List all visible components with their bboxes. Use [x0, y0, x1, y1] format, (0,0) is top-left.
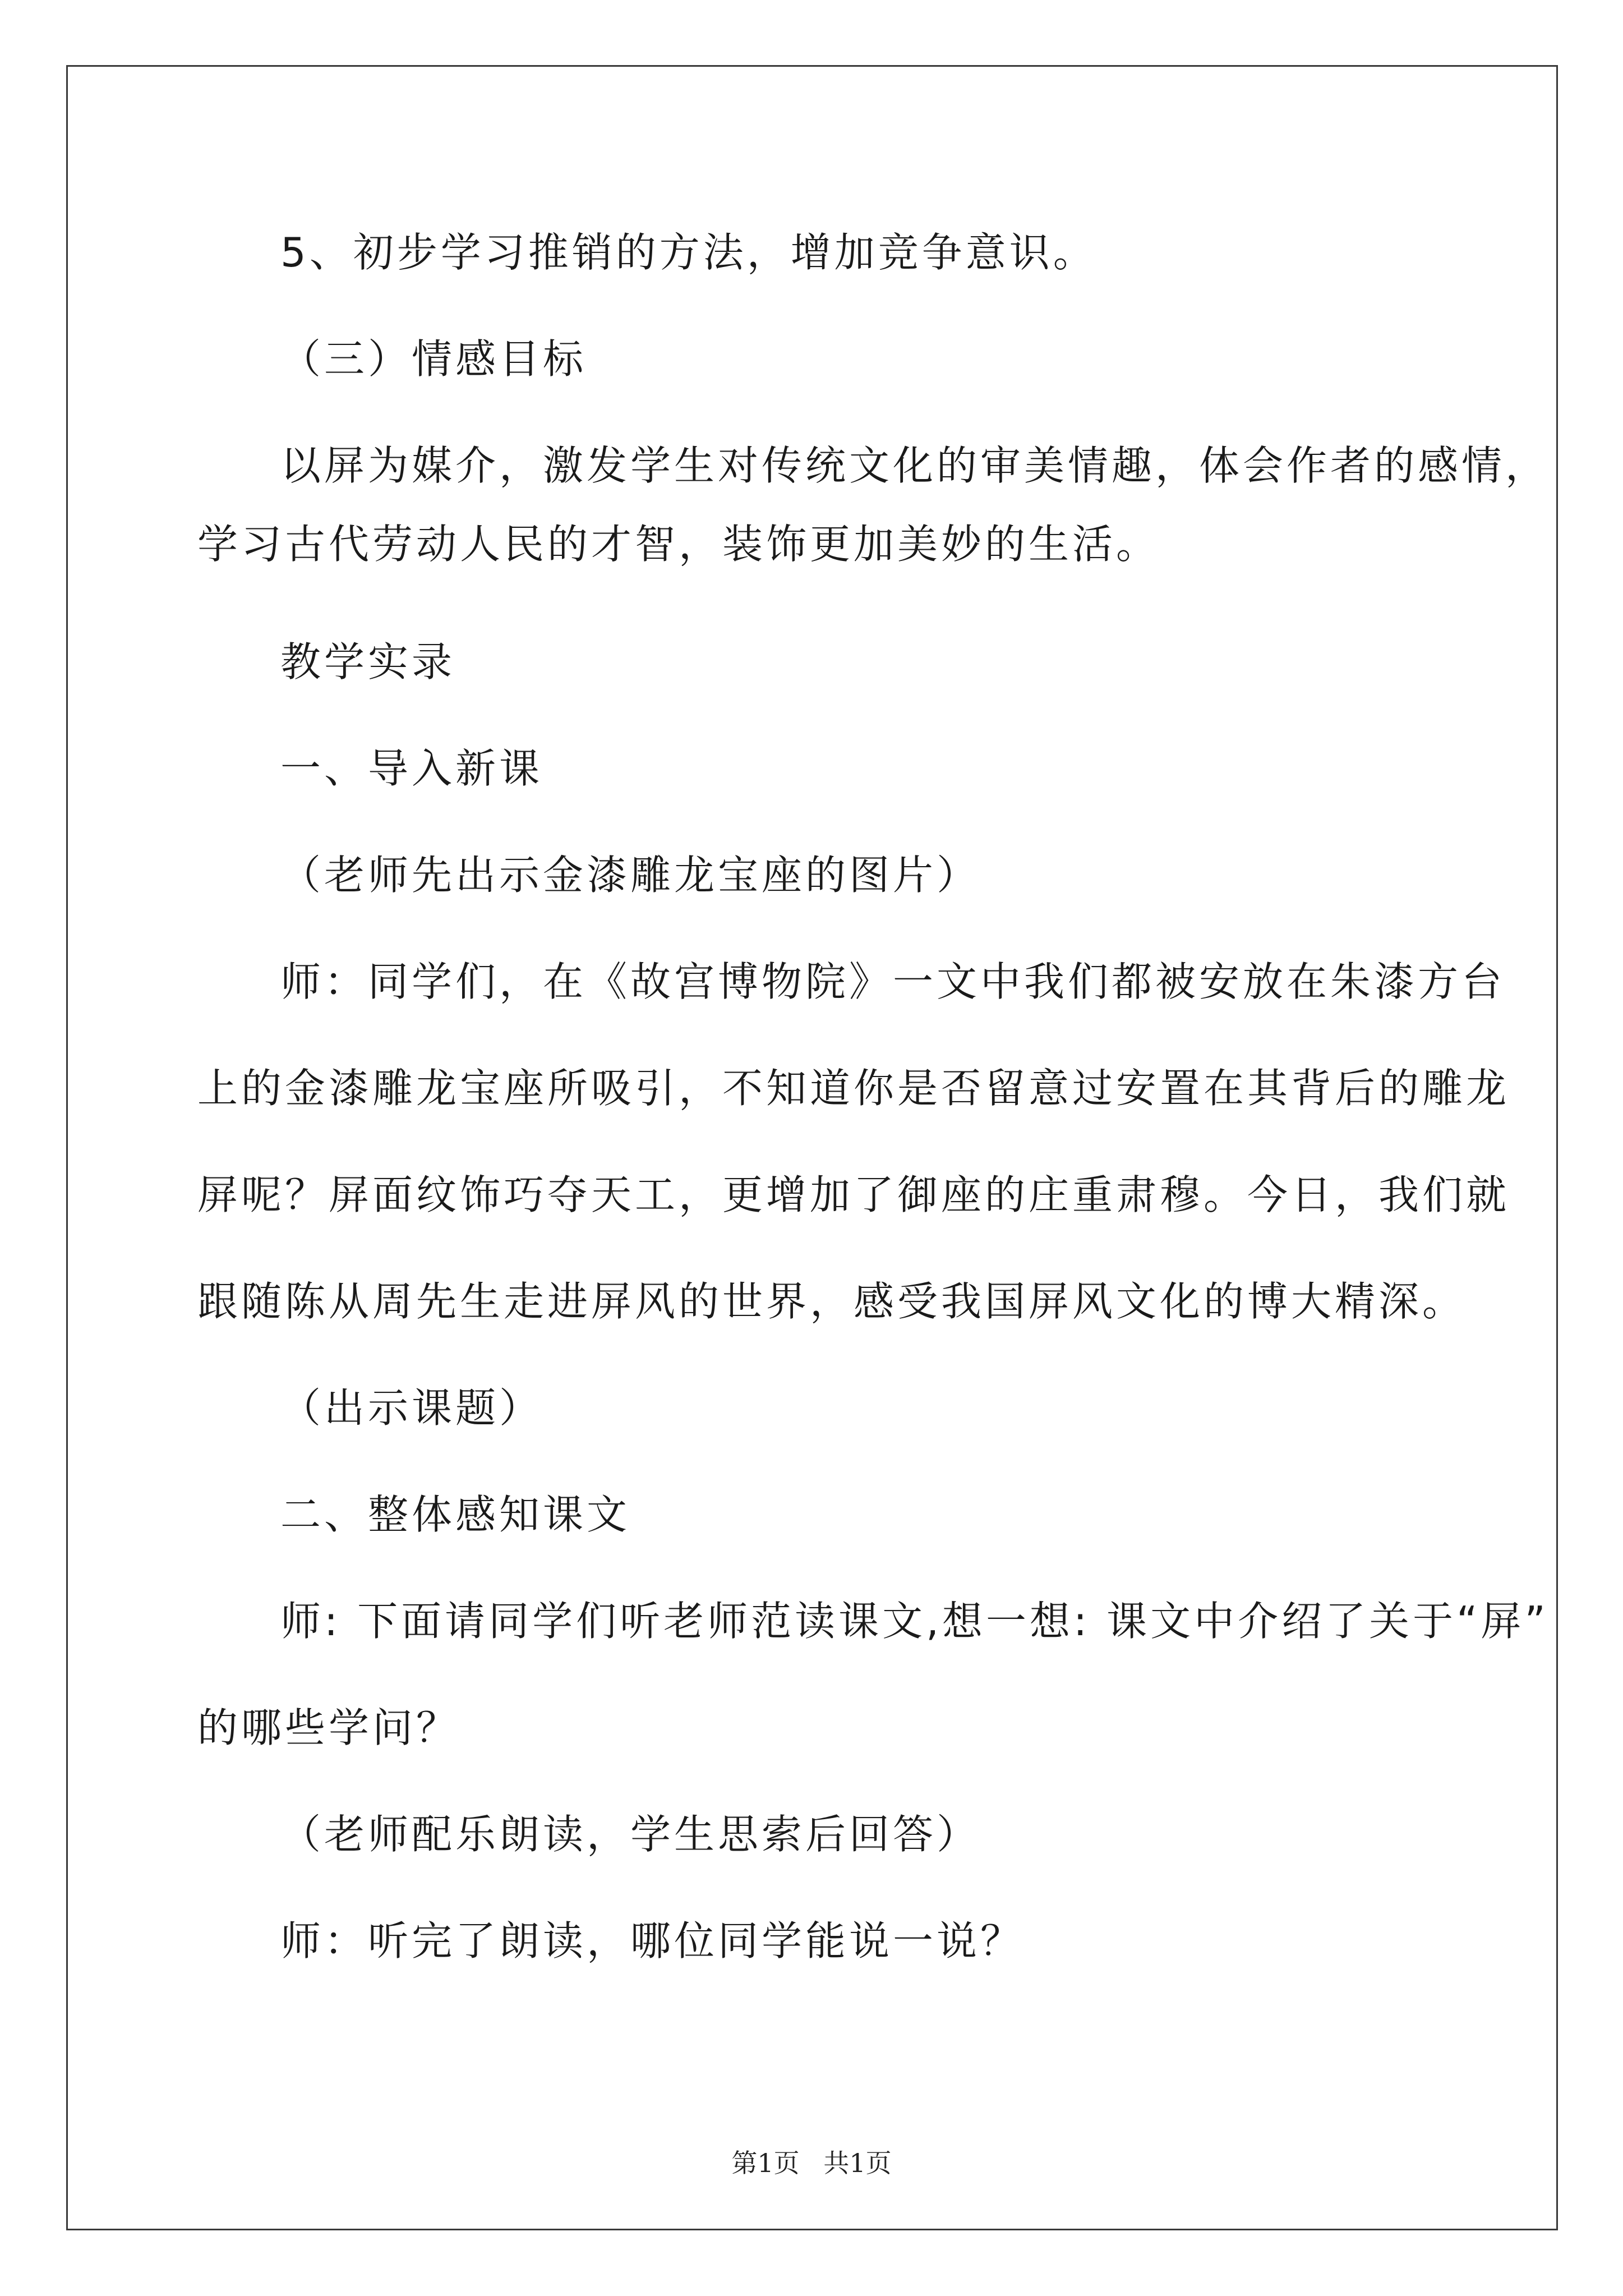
paragraph-line: 学习古代劳动人民的才智，装饰更加美妙的生活。 — [197, 521, 1160, 568]
page-border — [66, 65, 1558, 2230]
paragraph-text: （老师先出示金漆雕龙宝座的图片） — [280, 852, 981, 899]
section-heading: 一、导入新课 — [280, 745, 543, 792]
paragraph-line: 以屏为媒介，激发学生对传统文化的审美情趣，体会作者的感情， — [280, 442, 1550, 489]
paragraph-line: 师：同学们，在《故宫博物院》一文中我们都被安放在朱漆方台 — [280, 958, 1506, 1005]
paragraph-line: 师: 下面请同学们听老师范读课文,想一想: 课文中介绍了关于“屏” — [280, 1598, 1549, 1645]
paragraph-line: 的哪些学问？ — [197, 1704, 460, 1751]
page-footer — [0, 2146, 1623, 2180]
page-number: 第1页 — [731, 2148, 800, 2178]
paragraph-text: 师：听完了朗读，哪位同学能说一说？ — [280, 1917, 1025, 1964]
paragraph-text: 5、初步学习推销的方法，增加竞争意识。 — [280, 229, 1097, 276]
paragraph-text: （出示课题） — [280, 1384, 543, 1432]
paragraph-text: （老师配乐朗读，学生思索后回答） — [280, 1811, 981, 1858]
page-total: 共1页 — [823, 2148, 892, 2178]
paragraph-line: 跟随陈从周先生走进屏风的世界，感受我国屏风文化的博大精深。 — [197, 1278, 1467, 1325]
paragraph-line: 上的金漆雕龙宝座所吸引，不知道你是否留意过安置在其背后的雕龙 — [197, 1065, 1510, 1112]
section-heading: 教学实录 — [280, 638, 456, 685]
section-heading: （三）情感目标 — [280, 335, 587, 383]
paragraph-line: 屏呢？屏面纹饰巧夺天工，更增加了御座的庄重肃穆。今日，我们就 — [197, 1171, 1510, 1218]
section-heading: 二、整体感知课文 — [280, 1491, 631, 1538]
